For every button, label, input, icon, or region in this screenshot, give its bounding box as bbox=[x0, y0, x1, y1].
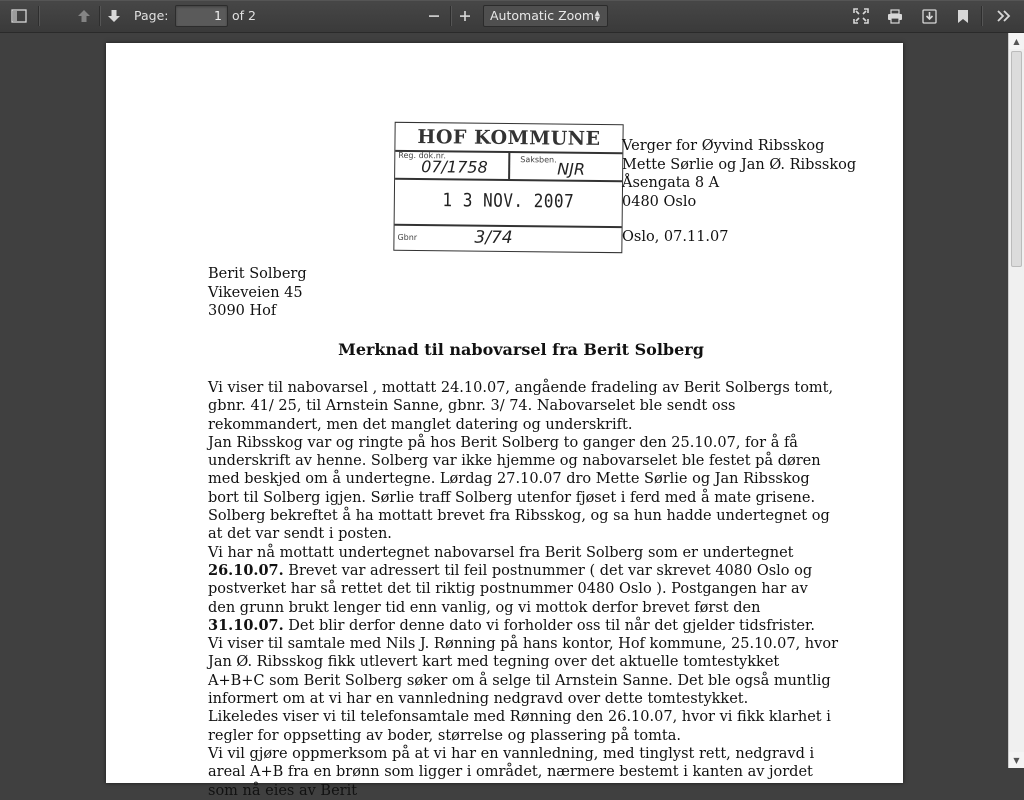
download-icon[interactable] bbox=[918, 5, 940, 27]
recipient-address bbox=[208, 265, 307, 321]
stamp-date: 1 3 NOV. 2007 bbox=[442, 188, 575, 213]
page-count-label: of 2 bbox=[232, 8, 256, 23]
sidebar-toggle-icon[interactable] bbox=[8, 5, 30, 27]
pdf-page bbox=[106, 43, 903, 799]
previous-page-icon[interactable] bbox=[73, 5, 95, 27]
letter-date: Oslo, 07.11.07 bbox=[622, 229, 729, 245]
print-icon[interactable] bbox=[884, 5, 906, 27]
sender-line: Mette Sørlie og Jan Ø. Ribsskog bbox=[622, 156, 857, 173]
tools-icon[interactable] bbox=[993, 5, 1015, 27]
presentation-mode-icon[interactable] bbox=[850, 5, 872, 27]
stamp-reg-value: 07/1758 bbox=[421, 157, 488, 177]
paragraph: Vi viser til samtale med Nils J. Rønning på hans kontor, Hof kommune, 25.10.07, hvor Jan Ø. Ribsskog fikk utlevert kart med tegning over det aktuelle tomtestykket A+B+C som Berit Solberg søker om å selge til Arnstein Sanne. Det ble også muntlig informert om at vi har en vannledning nedgravd over dette tomtestykket. bbox=[208, 636, 838, 708]
paragraph: Vi vil gjøre oppmerksom på at vi har en vannledning, med tinglyst rett, nedgravd i areal A+B fra en brønn som ligger i området, nærmere bestemt i kanten av jordet som nå eies av Berit bbox=[208, 745, 815, 799]
stamp-reg-label: Reg. dok.nr. bbox=[398, 150, 446, 161]
stamp-gbnr-value: 3/74 bbox=[474, 227, 513, 249]
zoom-select-value: Automatic Zoom bbox=[490, 8, 595, 23]
stamp-title: HOF KOMMUNE bbox=[417, 126, 601, 150]
page-number-input[interactable]: 1 bbox=[175, 5, 228, 27]
stamp-gbnr-label: Gbnr bbox=[397, 232, 418, 243]
zoom-in-icon[interactable] bbox=[454, 5, 476, 27]
paragraph: Vi viser til nabovarsel , mottatt 24.10.07, angående fradeling av Berit Solbergs tomt, gbnr. 41/ 25, til Arnstein Sanne, gbnr. 3/ 74. Nabovarselet ble sendt oss rekommandert, men det manglet datering og underskrift. bbox=[208, 380, 834, 433]
stamp-saksben-label: Saksben. bbox=[520, 155, 557, 165]
recipient-line: 3090 Hof bbox=[208, 303, 277, 319]
received-stamp bbox=[393, 122, 623, 253]
scroll-down-icon[interactable]: ▼ bbox=[1009, 752, 1024, 768]
scroll-up-icon[interactable]: ▲ bbox=[1009, 33, 1024, 49]
sender-line: Verger for Øyvind Ribsskog bbox=[622, 138, 825, 154]
recipient-line: Vikeveien 45 bbox=[208, 284, 303, 301]
stamp-saksben-value: NJR bbox=[557, 159, 586, 179]
paragraph: Vi har nå mottatt undertegnet nabovarsel fra Berit Solberg som er undertegnet 26.10.07. Brevet var adressert til feil postnummer ( det var skrevet 4080 Oslo og postverket har så rettet det til riktig postnummer 0480 Oslo ). Postgangen har av den grunn brukt lenger tid enn vanlig, og vi mottok derfor brevet først den 31.10.07. Det blir derfor denne dato vi forholder oss til når det gjelder tidsfrister. bbox=[208, 544, 815, 634]
document-viewer[interactable] bbox=[0, 33, 1008, 799]
recipient-line: Berit Solberg bbox=[208, 266, 307, 282]
scrollbar-thumb[interactable] bbox=[1011, 51, 1022, 267]
zoom-select[interactable] bbox=[483, 5, 608, 27]
letter-body bbox=[208, 379, 838, 800]
chevron-updown-icon: ▲ ▼ bbox=[594, 9, 600, 23]
paragraph: Jan Ribsskog var og ringte på hos Berit Solberg to ganger den 25.10.07, for å få underskrift av henne. Solberg var ikke hjemme og nabovarselet ble festet på døren med beskjed om å undertegne. Lørdag 27.10.07 dro Mette Sørlie og Jan Ribsskog bort til Solberg igjen. Sørlie traff Solberg utenfor fjøset i ferd med å mate grisene. Solberg bekreftet å ha mottatt brevet fra Ribsskog, og sa hun hadde undertegnet og at det var sendt i posten. bbox=[208, 434, 830, 543]
bookmark-icon[interactable] bbox=[952, 5, 974, 27]
next-page-icon[interactable] bbox=[103, 5, 125, 27]
vertical-scrollbar[interactable] bbox=[1008, 33, 1024, 768]
zoom-out-icon[interactable] bbox=[423, 5, 445, 27]
pdf-toolbar bbox=[0, 0, 1024, 33]
sender-line: 0480 Oslo bbox=[622, 193, 697, 210]
sender-address bbox=[622, 137, 856, 211]
paragraph: Likeledes viser vi til telefonsamtale med Rønning den 26.10.07, hvor vi fikk klarhet i regler for oppsetting av boder, størrelse og plassering på tomta. bbox=[208, 709, 831, 744]
page-label: Page: bbox=[134, 8, 169, 23]
letter-heading: Merknad til nabovarsel fra Berit Solberg bbox=[338, 340, 704, 359]
sender-line: Åsengata 8 A bbox=[622, 175, 720, 191]
